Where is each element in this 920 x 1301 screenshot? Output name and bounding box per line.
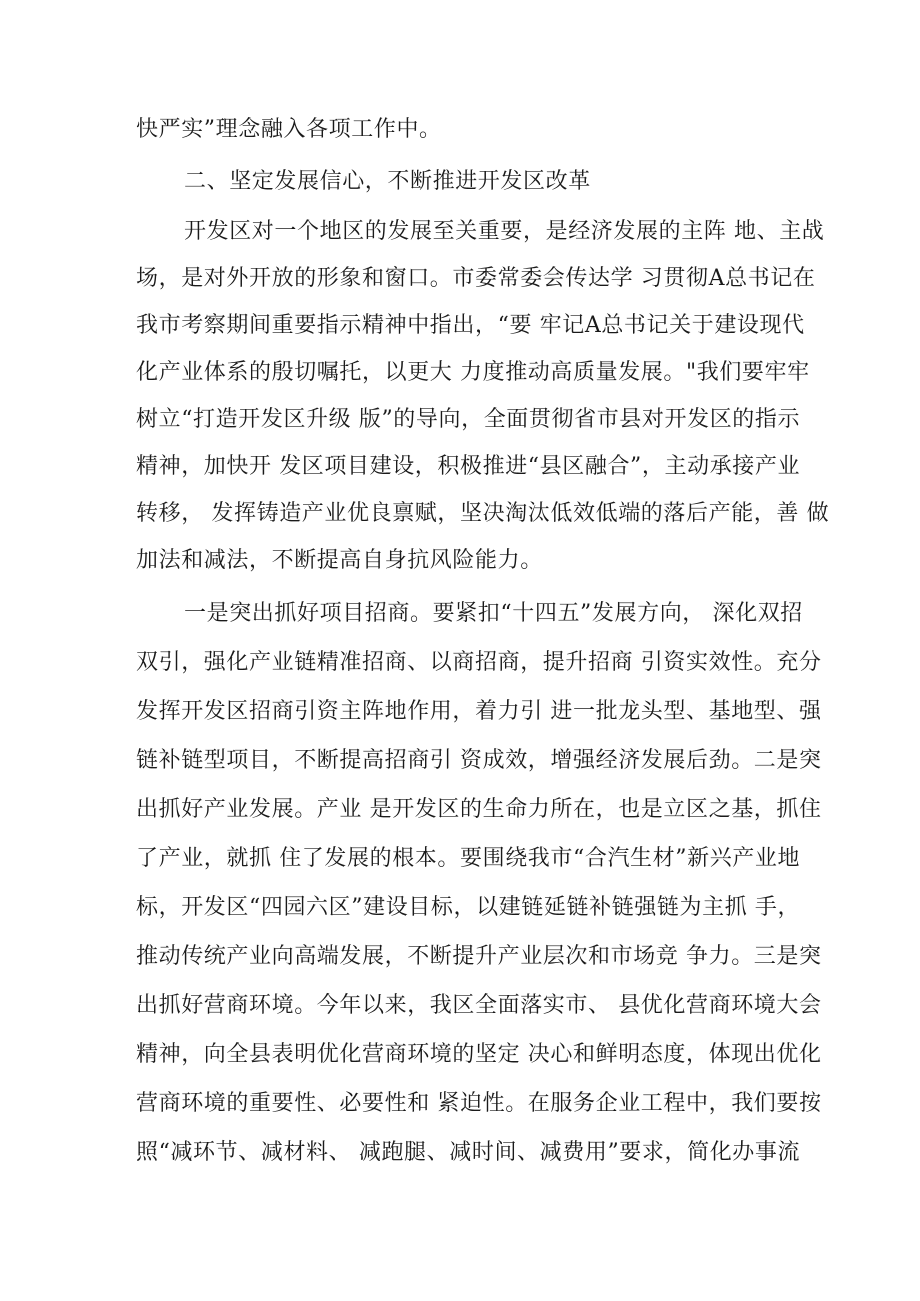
text-line: 照“减环节、减材料、 减跑腿、减时间、减费用”要求，简化办事流 (136, 1140, 801, 1165)
text-line: 化产业体系的殷切嘱托，以更大 力度推动高质量发展。"我们要牢牢 (136, 360, 810, 385)
text-line: 精神，加快开 发区项目建设，积极推进“县区融合”，主动承接产业 (136, 454, 801, 479)
text-line: 一是突出抓好项目招商。要紧扣“十四五”发展方向， 深化双招 (184, 601, 803, 626)
text-line: 营商环境的重要性、必要性和 紧迫性。在服务企业工程中，我们要按 (136, 1091, 822, 1116)
text-line: 精神，向全县表明优化营商环境的坚定 决心和鲜明态度，体现出优化 (136, 1042, 822, 1067)
text-line: 快严实”理念融入各项工作中。 (136, 117, 442, 142)
text-line: 双引，强化产业链精准招商、以商招商，提升招商 引资实效性。充分 (136, 650, 822, 675)
text-line: 发挥开发区招商引资主阵地作用，着力引 进一批龙头型、基地型、强 (136, 699, 822, 724)
text-line: 我市考察期间重要指示精神中指出，“要 牢记A总书记关于建设现代 (136, 313, 805, 338)
text-line: 加法和减法，不断提高自身抗风险能力。 (136, 548, 543, 573)
text-line: 链补链型项目，不断提高招商引 资成效，增强经济发展后劲。二是突 (136, 748, 822, 773)
text-line: 推动传统产业向高端发展，不断提升产业层次和市场竞 争力。三是突 (136, 944, 822, 969)
text-line: 出抓好营商环境。今年以来，我区全面落实市、 县优化营商环境大会 (136, 993, 822, 1018)
text-line: 标，开发区“四园六区”建设目标，以建链延链补链强链为主抓 手， (136, 895, 801, 920)
text-line: 了产业，就抓 住了发展的根本。要围绕我市“合汽生材”新兴产业地 (136, 846, 801, 871)
section-heading: 二、坚定发展信心，不断推进开发区改革 (184, 169, 591, 194)
text-line: 树立“打造开发区升级 版”的导向，全面贯彻省市县对开发区的指示 (136, 407, 801, 432)
text-line: 场，是对外开放的形象和窗口。市委常委会传达学 习贯彻A总书记在 (136, 266, 816, 291)
text-line: 开发区对一个地区的发展至关重要，是经济发展的主阵 地、主战 (184, 219, 825, 244)
text-line: 出抓好产业发展。产业 是开发区的生命力所在，也是立区之基，抓住 (136, 797, 822, 822)
text-line: 转移， 发挥铸造产业优良禀赋，坚决淘汰低效低端的落后产能，善 做 (136, 501, 830, 526)
